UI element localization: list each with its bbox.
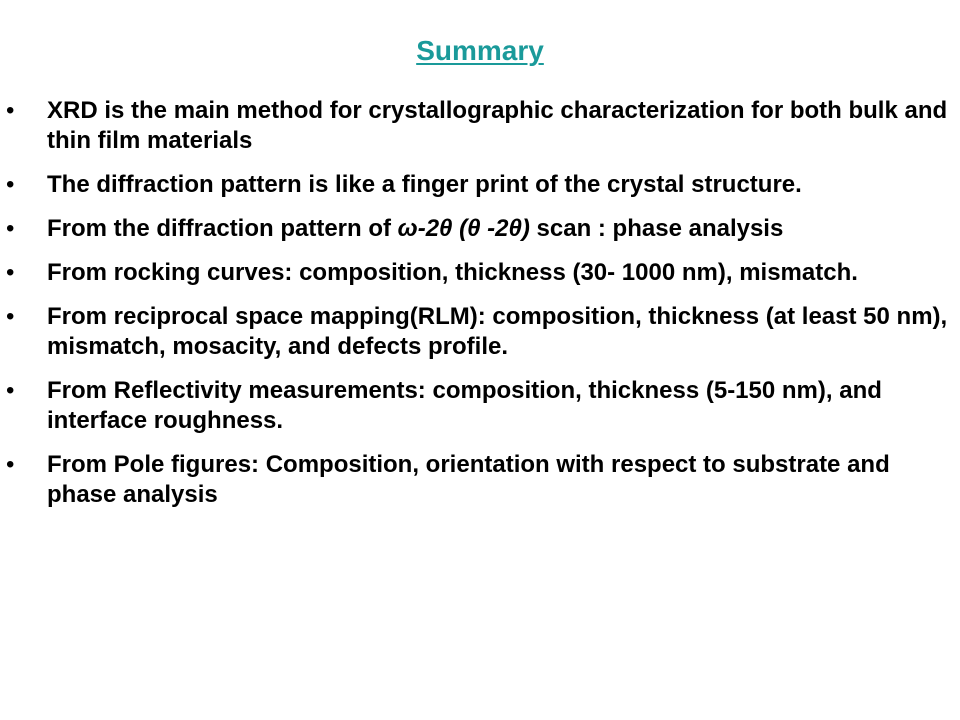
bullet-text: From Pole figures: Composition, orientation with respect to substrate and phase analysis: [47, 451, 890, 508]
bullet-item: [0, 170, 960, 200]
bullet-item: [0, 302, 960, 362]
bullet-text: From Reflectivity measurements: composition, thickness (5-150 nm), and interface roughness.: [47, 377, 882, 434]
bullet-text-pre: From the diffraction pattern of: [47, 215, 398, 242]
bullet-text: From rocking curves: composition, thickness (30- 1000 nm), mismatch.: [47, 259, 858, 286]
bullet-text: The diffraction pattern is like a finger print of the crystal structure.: [47, 171, 802, 198]
bullet-text: XRD is the main method for crystallographic characterization for both bulk and thin film materials: [47, 97, 948, 154]
bullet-icon: •: [6, 259, 15, 286]
bullet-item: [0, 258, 960, 288]
bullet-icon: •: [6, 97, 15, 124]
bullet-text-italic: ω-2θ (θ -2θ): [397, 215, 530, 242]
bullet-icon: •: [6, 215, 15, 242]
bullet-item: [0, 450, 960, 510]
bullet-item: [0, 214, 960, 244]
bullet-icon: •: [6, 451, 15, 478]
bullet-icon: •: [6, 377, 15, 404]
bullet-text-post: scan : phase analysis: [529, 215, 784, 242]
bullet-icon: •: [6, 171, 15, 198]
bullet-item: [0, 96, 960, 156]
bullet-icon: •: [6, 303, 15, 330]
bullet-item: [0, 376, 960, 436]
bullet-list: [0, 96, 960, 524]
slide-title: Summary: [416, 35, 544, 66]
bullet-text: From reciprocal space mapping(RLM): composition, thickness (at least 50 nm), mismatch, mosacity, and defects profile.: [47, 303, 948, 360]
